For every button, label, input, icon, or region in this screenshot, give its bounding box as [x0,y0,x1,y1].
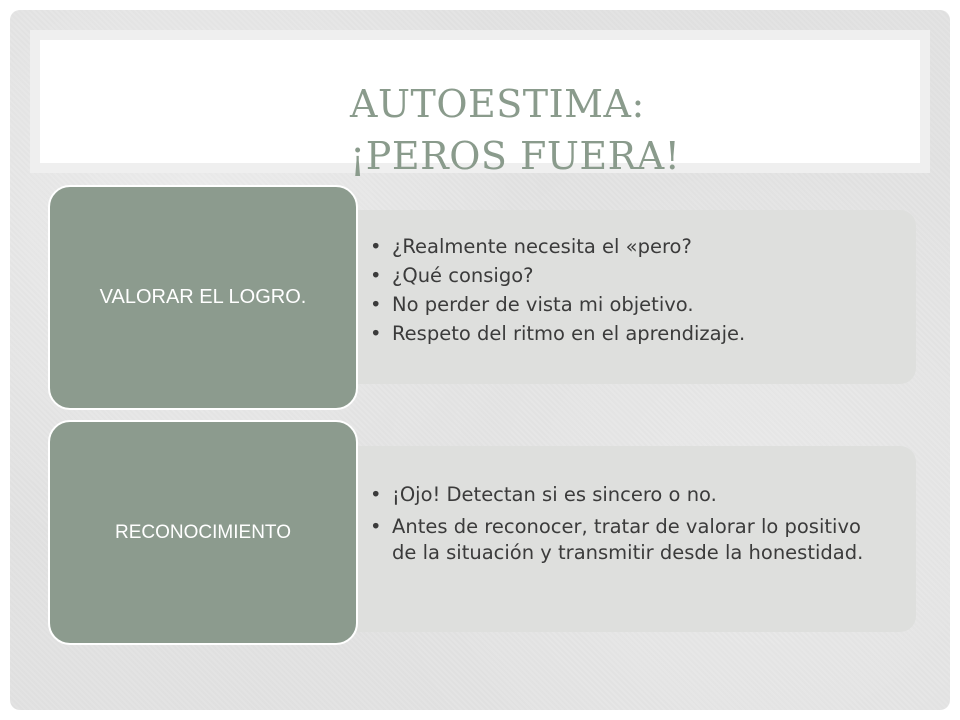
slide-title-line-1: AUTOESTIMA: [350,82,645,126]
list-item [370,232,910,261]
section-label-valorar [48,185,358,410]
bullet-list-reconocimiento [370,482,890,572]
section-label-reconocimiento [48,420,358,645]
list-item-text: Respeto del ritmo en el aprendizaje. [392,322,746,345]
bullet-icon: • [370,515,382,538]
slide [10,10,950,710]
list-item-text: No perder de vista mi objetivo. [392,293,694,316]
list-item [370,514,890,566]
bullet-list-valorar [370,232,910,348]
list-item [370,482,890,508]
section-label-text: RECONOCIMIENTO [115,521,291,543]
list-item [370,319,910,348]
bullet-icon: • [370,235,382,258]
list-item-text: Antes de reconocer, tratar de valorar lo positivo de la situación y transmitir desde la honestidad. [392,515,864,564]
section-label-text: VALORAR EL LOGRO. [99,286,307,308]
list-item-text: ¿Realmente necesita el «pero? [392,235,692,258]
slide-title-line-2: ¡PEROS FUERA! [350,134,681,178]
title-box [40,40,920,178]
bullet-icon: • [370,264,382,287]
list-item [370,261,910,290]
list-item [370,290,910,319]
bullet-icon: • [370,483,382,506]
list-item-text: ¡Ojo! Detectan si es sincero o no. [392,483,717,506]
list-item-text: ¿Qué consigo? [392,264,534,287]
bullet-icon: • [370,322,382,345]
bullet-icon: • [370,293,382,316]
